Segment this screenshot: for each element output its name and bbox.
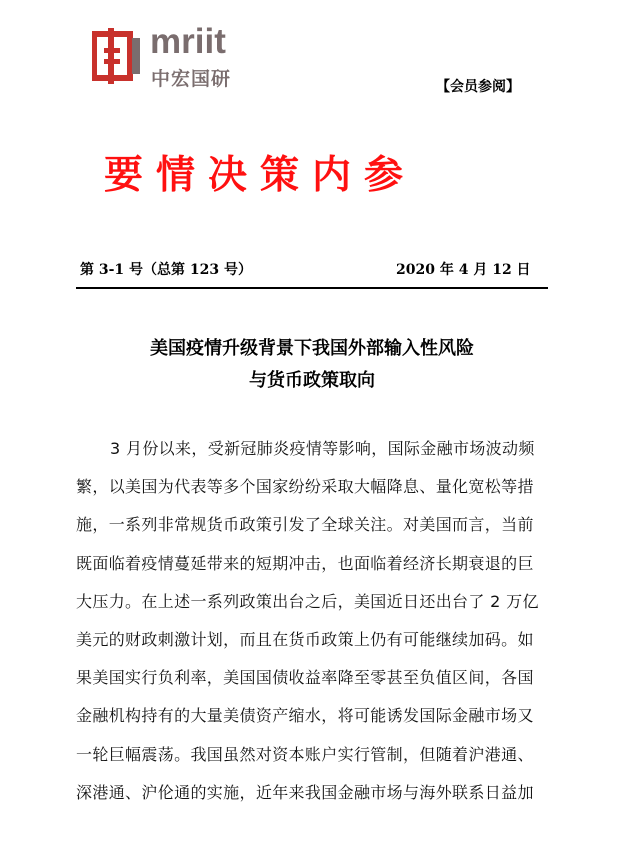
member-tag: 【会员参阅】: [436, 79, 520, 95]
logo-mark-icon: [92, 26, 148, 86]
body-line: 既面临着疫情蔓延带来的短期冲击，也面临着经济长期衰退的巨: [76, 553, 534, 573]
headline-line: 美国疫情升级背景下我国外部输入性风险: [150, 338, 474, 359]
article-body: [76, 430, 550, 812]
issue-date: 2020 年 4 月 12 日: [396, 262, 531, 278]
newsletter-title: 要情决策内参: [104, 153, 417, 198]
body-line: 3 月份以来，受新冠肺炎疫情等影响，国际金融市场波动频: [110, 439, 535, 458]
article-headline: [76, 333, 548, 397]
logo-brand-en: mriit: [150, 22, 226, 61]
issue-number: 第 3-1 号（总第 123 号）: [80, 262, 253, 278]
body-line: 美元的财政刺激计划，而且在货币政策上仍有可能继续加码。如: [76, 630, 534, 650]
body-line: 一轮巨幅震荡。我国虽然对资本账户实行管制，但随着沪港通、: [76, 744, 534, 764]
body-line: 繁，以美国为代表等多个国家纷纷采取大幅降息、量化宽松等措: [76, 477, 534, 497]
mriit-logo: [92, 22, 242, 90]
header-divider: [76, 287, 548, 289]
headline-line: 与货币政策取向: [249, 370, 375, 391]
body-line: 果美国实行负利率，美国国债收益率降至零甚至负值区间，各国: [76, 668, 534, 688]
body-line: 深港通、沪伦通的实施，近年来我国金融市场与海外联系日益加: [76, 782, 534, 802]
body-line: 大压力。在上述一系列政策出台之后，美国近日还出台了 2 万亿: [76, 591, 539, 611]
body-line: 施，一系列非常规货币政策引发了全球关注。对美国而言，当前: [76, 515, 534, 535]
logo-brand-cn: 中宏国研: [151, 68, 232, 90]
body-line: 金融机构持有的大量美债资产缩水，将可能诱发国际金融市场又: [76, 706, 534, 726]
